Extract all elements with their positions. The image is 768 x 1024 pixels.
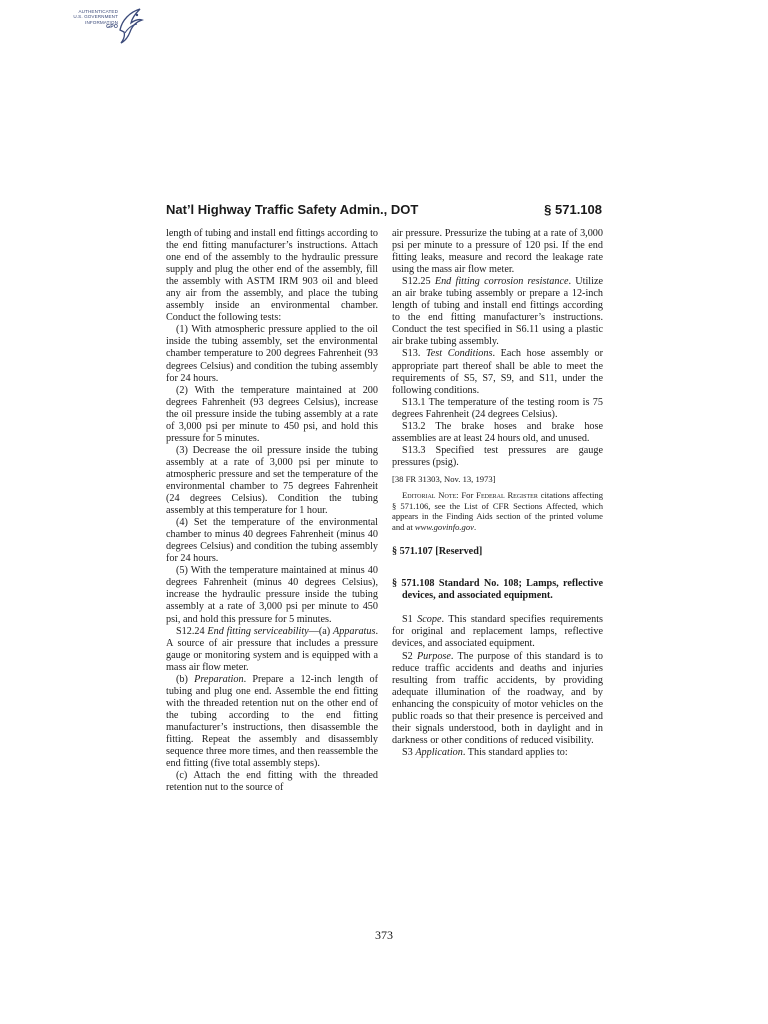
logo-line-2: U.S. GOVERNMENT	[73, 14, 118, 20]
paragraph-s1-scope	[392, 614, 603, 650]
paragraph-step-5: (5) With the temperature maintained at minus 40 degrees Fahrenheit (minus 40 degrees Celsius), increase the hydraulic pressure inside the tubing assembly at a rate of 3,000 psi per minute to 450 psi, and hold this pressure for 5 minutes.	[166, 565, 378, 625]
s12-25-number: S12.25	[402, 276, 435, 288]
gpo-logo-text	[56, 9, 118, 31]
editorial-note-label: Editorial Note:	[402, 489, 459, 500]
s2-number: S2	[402, 650, 417, 662]
s12-24-heading: End fitting serviceability	[207, 625, 309, 637]
paragraph-test-setup: length of tubing and install end fittings according to the end fitting manufacturer’s instructions. Attach one end of the assembly to the hydraulic pressure supply and plug the other end of the assembly, fill the assembly with ASTM IRM 903 oil and bleed any air from the assembly, and place the tubing assembly inside an environmental chamber. Conduct the following tests:	[166, 228, 378, 324]
s12-25-text: . Utilize an air brake tubing assembly or prepare a 12-inch length of tubing and install end fittings according to the end fitting manufacturer’s instructions. Conduct the test specified in S6.11 using a plastic air brake tubing assembly.	[392, 276, 604, 348]
gpo-authentication-logo	[56, 4, 144, 48]
preparation-text: . Prepare a 12-inch length of tubing and plug one end. Assemble the end fitting with the threaded retention nut on the other end of the tubing according to the end fitting manufacturer’s instructions, then disassemble the fitting. Repeat the assembly and disassembly sequence three more times, and then reassemble the end fitting (five total assembly steps).	[166, 673, 378, 770]
page-number: 373	[375, 928, 393, 942]
s3-number: S3	[402, 746, 416, 758]
s3-text: . This standard applies to:	[462, 746, 568, 758]
federal-register-label: Federal Register	[476, 489, 538, 500]
s2-text: . The purpose of this standard is to reduce traffic accidents and deaths and injuries resulting from traffic accidents, by providing adequate illumination of the roadway, and by enhancing the conspicuity of motor vehicles on the public roads so that their presence is perceived and their signals understood, both in daylight and in darkness or other conditions of reduced visibility.	[392, 650, 603, 746]
paragraph-attach: (c) Attach the end fitting with the threaded retention nut to the source of	[166, 770, 378, 794]
s1-heading: Scope	[417, 614, 442, 626]
s12-24-number: S12.24	[176, 625, 208, 637]
section-571-108-title: § 571.108 Standard No. 108; Lamps, reflective devices, and associated equipment.	[392, 578, 603, 601]
eagle-icon	[116, 6, 144, 46]
right-column	[392, 228, 603, 759]
paragraph-s2-purpose	[392, 651, 603, 747]
s12-24-dash: —(a)	[308, 625, 333, 637]
paragraph-step-3: (3) Decrease the oil pressure inside the tubing assembly at a rate of 3,000 psi per minute to atmospheric pressure and set the temperature of the environmental chamber to 75 degrees Fahrenheit (24 degrees Celsius). Condition the tubing assembly at this temperature for 1 hour.	[166, 444, 378, 517]
section-571-107-title: § 571.107 [Reserved]	[392, 546, 483, 558]
editorial-note-end: .	[473, 521, 477, 532]
s13-heading: Test Conditions	[426, 348, 493, 360]
editorial-note-text-b: citations affecting § 571.106, see the List of CFR Sections Affected, which appears in the Finding Aids section of the printed volume and at	[392, 489, 603, 532]
running-head	[166, 202, 602, 222]
paragraph-s13	[392, 348, 603, 396]
s1-text: . This standard specifies requirements for original and replacement lamps, reflective devices, and associated equipment.	[392, 614, 603, 650]
govinfo-link[interactable]: www.govinfo.gov	[414, 521, 474, 532]
paragraph-s12-24	[166, 626, 378, 674]
s13-text: . Each hose assembly or appropriate part thereof shall be able to meet the requirements of S5, S7, S9, and S11, under the following conditions.	[392, 348, 603, 396]
paragraph-step-2: (2) With the temperature maintained at 200 degrees Fahrenheit (93 degrees Celsius), increase the oil pressure inside the tubing assembly at a rate of 3,000 psi per minute to 450 psi, and hold this pressure for 5 minutes.	[166, 384, 378, 444]
paragraph-step-1: (1) With atmospheric pressure applied to the oil inside the tubing assembly, set the environmental chamber temperature to 200 degrees Fahrenheit (93 degrees Celsius) and condition the tubing assembly for 24 hours.	[166, 324, 378, 384]
preparation-letter: (b)	[176, 673, 195, 685]
agency-title: Nat’l Highway Traffic Safety Admin., DOT	[166, 202, 419, 217]
paragraph-s3-application	[392, 747, 603, 759]
paragraph-s13-3: S13.3 Specified test pressures are gauge pressures (psig).	[392, 444, 603, 468]
s2-heading: Purpose	[416, 650, 451, 662]
logo-line-4: GPO	[106, 24, 118, 31]
s1-number: S1	[402, 614, 418, 626]
paragraph-s13-2: S13.2 The brake hoses and brake hose assemblies are at least 24 hours old, and unused.	[392, 420, 603, 444]
preparation-heading: Preparation	[194, 673, 244, 685]
paragraph-s12-25	[392, 276, 603, 348]
left-column	[166, 228, 378, 794]
editorial-note	[392, 490, 603, 532]
paragraph-s13-1: S13.1 The temperature of the testing room is 75 degrees Fahrenheit (24 degrees Celsius).	[392, 396, 603, 420]
logo-line-3: INFORMATION	[85, 19, 118, 25]
source-citation: [38 FR 31303, Nov. 13, 1973]	[392, 473, 496, 484]
paragraph-step-4: (4) Set the temperature of the environmental chamber to minus 40 degrees Fahrenheit (minus 40 degrees Celsius) and condition the tubing assembly for 24 hours.	[166, 517, 378, 565]
s12-24-text: . A source of air pressure that includes a pressure gauge or monitoring system and is equipped with a mass air flow meter.	[166, 625, 378, 673]
logo-line-1: AUTHENTICATED	[78, 9, 118, 14]
section-number: § 571.108	[544, 202, 602, 217]
paragraph-preparation	[166, 674, 378, 770]
paragraph-pressurize: air pressure. Pressurize the tubing at a rate of 3,000 psi per minute to a pressure of 120 psi. If the end fitting leaks, measure and record the leakage rate using the mass air flow meter.	[392, 228, 603, 276]
s12-25-heading: End fitting corrosion resistance	[434, 276, 569, 288]
s3-heading: Application	[415, 746, 463, 758]
s13-number: S13.	[402, 348, 427, 360]
s12-24-apparatus: Apparatus	[332, 625, 376, 637]
editorial-note-text-a: For	[458, 489, 477, 500]
